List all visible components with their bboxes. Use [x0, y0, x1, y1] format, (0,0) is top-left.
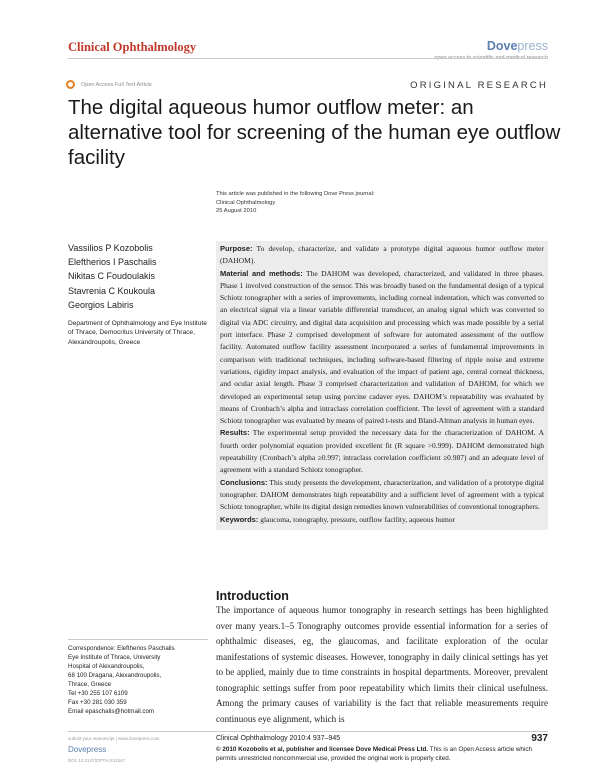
abstract-results — [220, 427, 544, 476]
abstract-purpose-label: Purpose: — [220, 244, 253, 253]
abstract-keywords-label: Keywords: — [220, 514, 259, 524]
journal-name: Clinical Ophthalmology — [68, 40, 197, 54]
author-name: Nikitas C Foudoulakis — [68, 271, 156, 282]
author-affiliation: Department of Ophthalmology and Eye Institute of Thrace, Democritus University of Thrace, Alexandroupolis, Greece — [68, 320, 207, 346]
publication-note-journal: Clinical Ophthalmology — [216, 199, 276, 206]
page-number: 937 — [531, 733, 548, 744]
header-divider — [68, 58, 548, 59]
abstract-keywords — [220, 514, 544, 526]
correspondence-fax: Fax +30 281 030 359 — [68, 699, 127, 706]
correspondence-line: Eye Institute of Thrace, University — [68, 654, 161, 661]
publication-note-date: 25 August 2010 — [216, 208, 257, 215]
open-access-label: Open Access Full Text Article — [81, 82, 152, 88]
publisher-logo — [487, 39, 548, 53]
footer-divider — [68, 731, 548, 732]
abstract-methods-text: The DAHOM was developed, characterized, and validated in three phases. Phase 1 involved construction of the sensor. This was broadly based on the fundamental design of a typical Schiotz tonographer with a series of improvements, including corneal indentation, which was converted to an electrical signal via a linear variable differential transducer, an analog signal which was converted to digital via ADC circuitry, and digital data acquisition and processing which was made possible by a serial port interface. Phase 2 comprised development of software for automated assessment of the outflow facility. Automated outflow facility assessment incorporated a series of fundamental improvements in comparison with traditional techniques, including software-based filtering of ripple noise and extreme variations, rigidity impact analysis, and evaluation of the impact of patient age, central corneal thickness, and ocular axial length. Phase 3 comprised characterization and validation of DAHOM, for which we developed an experimental setup using porcine cadaver eyes. DAHOM’s repeatability was evaluated by means of Cronbach’s alpha and intraclass correlation coefficient. The level of agreement with a standard Schiotz tonographer was evaluated by means of paired t-tests and Bland-Altman analysis in human eyes. — [220, 268, 544, 426]
copyright-license: This is an Open Access article which permits unrestricted noncommercial use, provided the original work is properly cited. — [216, 746, 532, 762]
correspondence-email[interactable]: Email epaschalis@hotmail.com — [68, 708, 155, 715]
author-name: Stavrenia C Koukoula — [68, 285, 156, 296]
abstract-box — [216, 241, 548, 530]
abstract-results-text: The experimental setup provided the necessary data for the characterization of DAHOM. A fourth order polynomial equation provided excellent fit (R square >0.999). DAHOM demonstrated high repeatability (Cronbach’s alpha ≥0.997; intraclass correlation coefficient ≥0.987) and an adequate level of agreement with a standard Schiotz tonographer. — [220, 428, 544, 475]
article-title: The digital aqueous humor outflow meter: an alternative tool for screening of the human eye outflow facility — [68, 96, 561, 169]
publication-note — [216, 190, 375, 216]
publisher-press: press — [517, 39, 548, 53]
correspondence-line: Thrace, Greece — [68, 681, 111, 688]
correspondence-line: Hospital of Alexandroupolis, — [68, 663, 145, 670]
publisher-dove: Dove — [486, 39, 518, 53]
abstract-methods — [220, 268, 544, 428]
introduction-heading: Introduction — [216, 589, 289, 603]
footer-doi: DOI: 10.2147/OPTH.S11347 — [68, 758, 125, 763]
publication-note-line: This article was published in the following Dove Press journal: — [216, 191, 375, 197]
abstract-conclusions — [220, 477, 544, 514]
copyright-statement: © 2010 Kozobolis et al, publisher and licensee Dove Medical Press Ltd. — [216, 746, 429, 753]
correspondence-block — [68, 639, 208, 716]
abstract-conclusions-text: This study presents the development, characterization, and validation of a prototype digital tonographer. DAHOM demonstrates high repeatability and a sufficient level of agreement with a typical Schiotz tonographer, while its digital design remedies known vulnerabilities of conventional tonographers. — [220, 477, 544, 512]
open-access-icon — [66, 80, 75, 89]
author-name: Eleftherios I Paschalis — [68, 257, 157, 268]
correspondence-line: Correspondence: Eleftherios Paschalis — [68, 645, 175, 652]
abstract-keywords-text: glaucoma, tonography, pressure, outflow facility, aqueous humor — [258, 514, 456, 524]
abstract-methods-label: Material and methods: — [220, 268, 303, 278]
abstract-conclusions-label: Conclusions: — [220, 477, 268, 487]
introduction-body: The importance of aqueous humor tonography in research settings has been highlighted over many years.1–5 Tonography outcomes provide essential information for a series of ophthalmic diseases, eg, the glaucomas, and facilitate exploration of the ocular manifestations of systemic diseases. However, tonography in daily clinical settings has yet to be applied, mainly due to time constraints in hospital departments. Moreover, prevalent tonographic settings suffer from poor repeatability which limits their clinical usefulness. Among the primary causes of variability is the fact that reliable measurements require continuous eye alignment, which is — [216, 605, 548, 724]
abstract-purpose — [220, 243, 544, 268]
submit-manuscript-link[interactable]: submit your manuscript | www.dovepress.com — [68, 736, 160, 741]
author-name: Georgios Labiris — [68, 299, 134, 310]
article-section-label: ORIGINAL RESEARCH — [410, 80, 548, 91]
correspondence-phone: Tel +30 255 107 6109 — [68, 690, 128, 697]
author-list — [68, 241, 157, 312]
footer-dovepress-logo: Dovepress — [68, 745, 107, 754]
footer-citation: Clinical Ophthalmology 2010:4 937–945 — [216, 735, 341, 742]
abstract-results-label: Results: — [220, 428, 250, 438]
publisher-tagline: open access to scientific and medical research — [434, 55, 548, 61]
abstract-purpose-text: To develop, characterize, and validate a prototype digital aqueous humor outflow meter (DAHOM). — [220, 244, 544, 266]
author-name: Vassilios P Kozobolis — [68, 243, 153, 253]
correspondence-line: 68 100 Dragana, Alexandroupolis, — [68, 672, 162, 679]
footer-copyright — [216, 745, 548, 763]
